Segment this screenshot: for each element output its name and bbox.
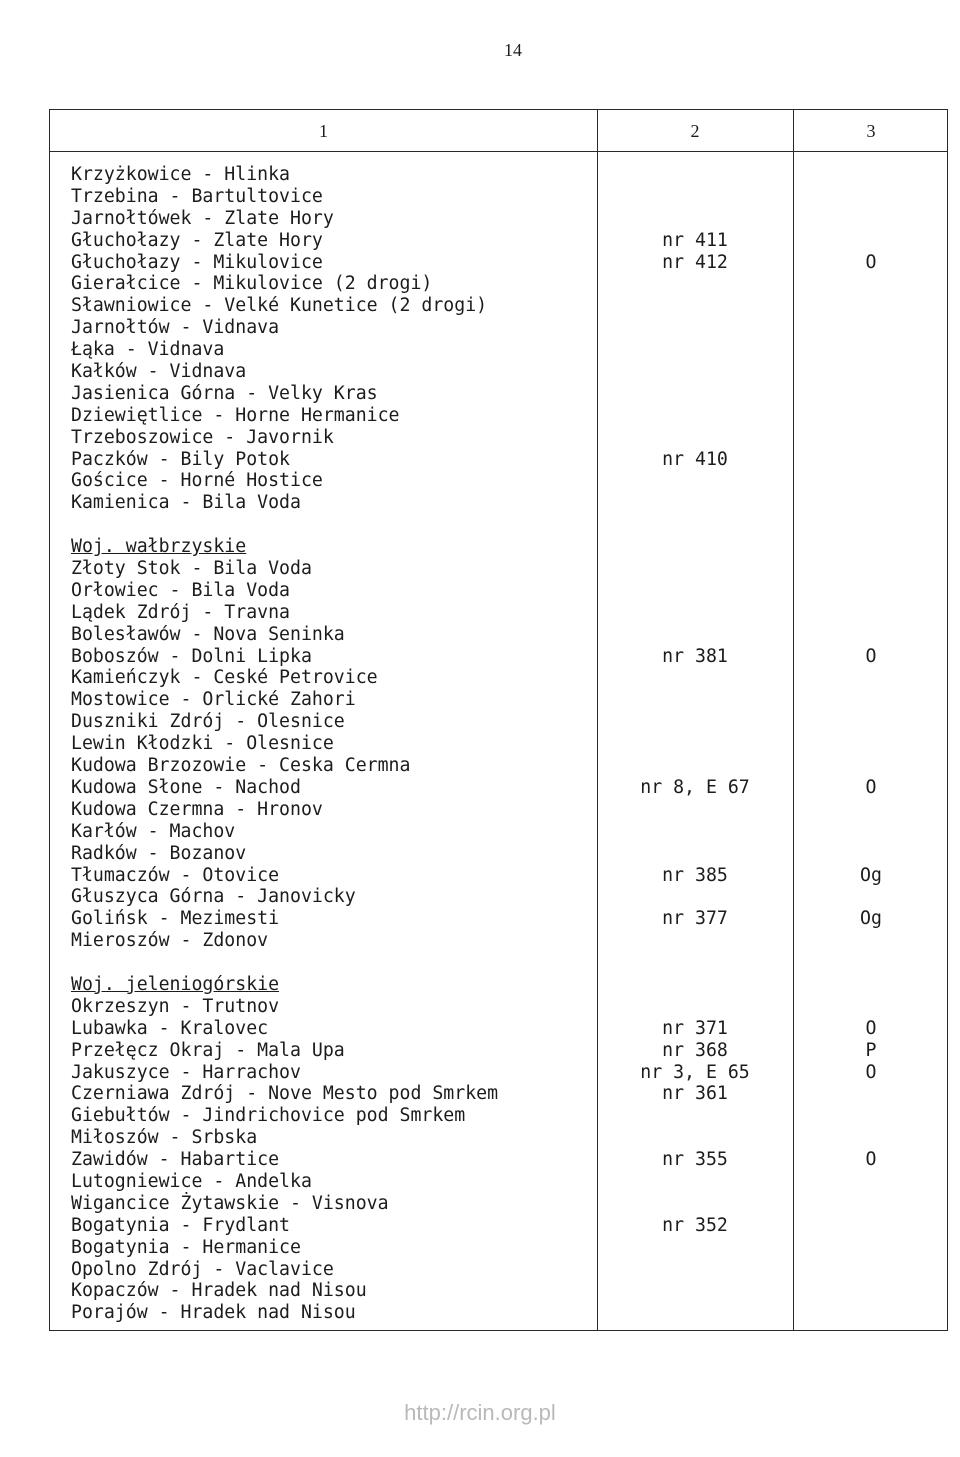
table-row [50,449,947,471]
header-divider [50,151,947,152]
crossing-name: Czerniawa Zdrój - Nove Mesto pod Smrkem [71,1083,499,1105]
crossing-name: Głuszyca Górna - Janovicky [71,886,356,908]
table-row [50,799,947,821]
table-row [50,427,947,449]
road-number: nr 411 [662,229,728,251]
section-heading: Woj. jeleniogórskie [71,973,280,995]
crossing-name: Kudowa Słone - Nachod [71,776,301,798]
crossing-type: O [865,251,877,273]
table-row [50,821,947,843]
table-row [50,1149,947,1171]
road-number: nr 371 [662,1017,728,1039]
table-row [50,646,947,668]
road-number: nr 361 [662,1083,728,1105]
table-row [50,908,947,930]
table-row [50,164,947,186]
road-number: nr 410 [662,448,728,470]
table-row [50,1105,947,1127]
crossing-name: Jakuszyce - Harrachov [71,1061,301,1083]
table-body [50,164,947,1324]
crossing-name: Golińsk - Mezimesti [71,908,280,930]
table-row [50,711,947,733]
road-number: nr 412 [662,251,728,273]
table-row [50,470,947,492]
crossing-name: Kałków - Vidnava [71,361,247,383]
table-row [50,317,947,339]
road-number: nr 352 [662,1214,728,1236]
table-row [50,930,947,952]
crossing-name: Krzyżkowice - Hlinka [71,164,290,185]
table-row [50,602,947,624]
crossing-type: O [865,776,877,798]
road-number: nr 368 [662,1039,728,1061]
crossing-type: O [865,1061,877,1083]
crossing-name: Dziewiętlice - Horne Hermanice [71,404,400,426]
crossing-name: Duszniki Zdrój - Olesnice [71,711,345,733]
crossing-type: O [865,1017,877,1039]
section-spacer [50,514,947,536]
table-row [50,230,947,252]
crossing-name: Porajów - Hradek nad Nisou [71,1302,356,1324]
crossing-name: Trzebina - Bartultovice [71,185,323,207]
crossing-name: Kudowa Czermna - Hronov [71,798,323,820]
road-number: nr 8, E 67 [640,776,750,798]
section-heading-row [50,536,947,558]
border-crossings-table [49,109,948,1331]
crossing-name: Zawidów - Habartice [71,1149,280,1171]
table-row [50,865,947,887]
crossing-type: Og [860,864,882,886]
table-row [50,667,947,689]
crossing-name: Kamieńczyk - Ceské Petrovice [71,667,378,689]
table-row [50,339,947,361]
crossing-name: Jarnołtówek - Zlate Hory [71,207,334,229]
table-row [50,580,947,602]
crossing-name: Boboszów - Dolni Lipka [71,645,312,667]
crossing-name: Gierałcice - Mikulovice (2 drogi) [71,273,433,295]
table-row [50,624,947,646]
table-row [50,558,947,580]
section-heading-row [50,974,947,996]
crossing-name: Bogatynia - Hermanice [71,1236,301,1258]
table-row [50,843,947,865]
table-row [50,1193,947,1215]
crossing-name: Bolesławów - Nova Seninka [71,623,345,645]
table-row [50,733,947,755]
crossing-name: Łąka - Vidnava [71,339,225,361]
crossing-name: Lubawka - Kralovec [71,1017,269,1039]
crossing-name: Kopaczów - Hradek nad Nisou [71,1280,367,1302]
crossing-type: Og [860,908,882,930]
crossing-name: Bogatynia - Frydlant [71,1214,290,1236]
crossing-name: Wigancice Żytawskie - Visnova [71,1192,389,1214]
crossing-name: Jasienica Górna - Velky Kras [71,382,378,404]
table-row [50,996,947,1018]
crossing-name: Przełęcz Okraj - Mala Upa [71,1039,345,1061]
road-number: nr 3, E 65 [640,1061,750,1083]
table-row [50,1127,947,1149]
crossing-name: Jarnołtów - Vidnava [71,317,280,339]
crossing-name: Mostowice - Orlické Zahori [71,689,356,711]
table-row [50,886,947,908]
table-row [50,755,947,777]
table-row [50,208,947,230]
table-row [50,1171,947,1193]
table-row [50,1259,947,1281]
table-row [50,1018,947,1040]
table-row [50,492,947,514]
table-row [50,295,947,317]
crossing-name: Radków - Bozanov [71,842,247,864]
crossing-name: Trzeboszowice - Javornik [71,426,334,448]
table-row [50,1215,947,1237]
crossing-name: Kamienica - Bila Voda [71,492,301,514]
table-row [50,1083,947,1105]
crossing-type: P [865,1039,877,1061]
page-number: 14 [504,40,522,60]
crossing-name: Orłowiec - Bila Voda [71,579,290,601]
crossing-name: Opolno Zdrój - Vaclavice [71,1258,334,1280]
table-row [50,361,947,383]
table-row [50,1280,947,1302]
footer-url: http://rcin.org.pl [404,1400,556,1425]
crossing-name: Miłoszów - Srbska [71,1127,258,1149]
crossing-name: Kudowa Brzozowie - Ceska Cermna [71,755,411,777]
table-row [50,405,947,427]
table-row [50,1237,947,1259]
crossing-name: Paczków - Bily Potok [71,448,290,470]
crossing-name: Mieroszów - Zdonov [71,930,269,952]
table-row [50,1040,947,1062]
crossing-name: Sławniowice - Velké Kunetice (2 drogi) [71,295,488,317]
road-number: nr 355 [662,1149,728,1171]
road-number: nr 377 [662,908,728,930]
section-heading: Woj. wałbrzyskie [71,536,247,558]
table-row [50,777,947,799]
column-header-1: 1 [319,121,328,141]
table-row [50,1302,947,1324]
crossing-type: O [865,645,877,667]
crossing-name: Głuchołazy - Mikulovice [71,251,323,273]
table-row [50,383,947,405]
column-header-2: 2 [690,121,700,141]
road-number: nr 385 [662,864,728,886]
column-header-3: 3 [866,121,876,141]
table-row [50,273,947,295]
table-row [50,186,947,208]
road-number: nr 381 [662,645,728,667]
crossing-name: Lądek Zdrój - Travna [71,601,290,623]
crossing-name: Okrzeszyn - Trutnov [71,995,280,1017]
crossing-type: O [865,1149,877,1171]
crossing-name: Lewin Kłodzki - Olesnice [71,733,334,755]
section-spacer [50,952,947,974]
crossing-name: Karłów - Machov [71,820,236,842]
table-row [50,252,947,274]
table-row [50,689,947,711]
crossing-name: Lutogniewice - Andelka [71,1170,312,1192]
crossing-name: Głuchołazy - Zlate Hory [71,229,323,251]
crossing-name: Gościce - Horné Hostice [71,470,323,492]
crossing-name: Tłumaczów - Otovice [71,864,280,886]
table-row [50,1062,947,1084]
crossing-name: Złoty Stok - Bila Voda [71,558,312,580]
crossing-name: Giebułtów - Jindrichovice pod Smrkem [71,1105,466,1127]
